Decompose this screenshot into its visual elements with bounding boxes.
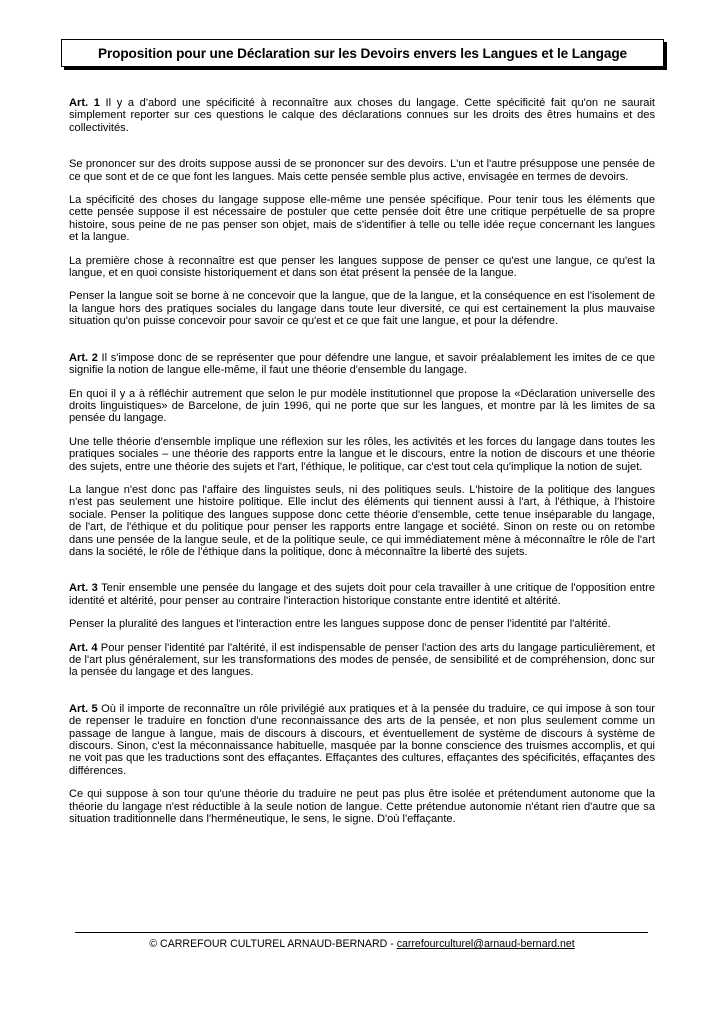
paragraph-text: En quoi il y a à réfléchir autrement que selon le pur modèle institutionnel que propose la «Déclaration universelle des droits linguistiques» de Barcelone, de juin 1996, qui ne porte que sur les langues, et montre par là les limites de sa pensée du langage. — [69, 387, 655, 425]
document-title-box — [61, 39, 664, 67]
paragraph-text: Tenir ensemble une pensée du langage et des sujets doit pour cela travailler à une critique de l'opposition entre identité et altérité, pour penser au contraire l'interaction historique constante entre identité et altérité. — [69, 582, 655, 607]
document-body — [69, 97, 655, 825]
footer — [0, 938, 724, 950]
paragraph-art-1 — [69, 97, 655, 134]
paragraph — [69, 158, 655, 183]
article-label: Art. 1 — [69, 97, 100, 109]
article-label: Art. 3 — [69, 582, 98, 595]
document-title: Proposition pour une Déclaration sur les Devoirs envers les Langues et le Langage — [97, 45, 627, 61]
paragraph-art-2 — [69, 352, 655, 377]
paragraph — [69, 255, 655, 280]
paragraph-text: Une telle théorie d'ensemble implique une réflexion sur les rôles, les activités et les forces du langage dans toutes les pratiques sociales – une théorie des rapports entre la langue et le discours, entre la notion de discours et une théorie des sujets, entre une théorie des sujets et l'art, l'éthique, le politique, car c'est tout cela qu'implique la notion de sujet. — [69, 435, 655, 473]
paragraph — [69, 194, 655, 244]
paragraph — [69, 290, 655, 327]
article-label: Art. 2 — [69, 351, 98, 364]
paragraph-art-3 — [69, 582, 655, 607]
article-label: Art. 5 — [69, 702, 98, 715]
paragraph-text: Pour penser l'identité par l'altérité, il est indispensable de penser l'action des arts du langage particulièrement, et de l'art plus généralement, sur les transformations des modes de pensée, de sensibilité et de compréhension, donc sur la pensée du langage et des langues. — [69, 641, 655, 679]
paragraph-text: La première chose à reconnaître est que penser les langues suppose de penser ce qu'est une langue, ce qu'est la langue, et en quoi consiste historiquement et dans son état présent la pensée de la langue. — [69, 254, 655, 280]
paragraph-text: La spécificité des choses du langage suppose elle-même une pensée spécifique. Pour tenir tous les éléments que cette pensée suppose il est nécessaire de postuler que cette pensée doit être une critique perpétuelle de sa propre histoire, sous peine de ne pas penser son objet, mais de s'identifier à telle ou telle idée reçue concernant les langues et la langue. — [69, 194, 655, 244]
paragraph — [69, 436, 655, 473]
footer-divider — [75, 932, 648, 933]
article-label: Art. 4 — [69, 641, 98, 654]
paragraph-text: Penser la langue soit se borne à ne concevoir que la langue, que de la langue, et la conséquence en est l'isolement de la langue hors des pratiques sociales du langage dans toute leur diversité, ce qui est certainement la plus mauvaise situation qu'on puisse concevoir pour savoir ce qu'est et ce que fait une langue, et pour la défendre. — [69, 290, 655, 328]
paragraph-text: Où il importe de reconnaître un rôle privilégié aux pratiques et à la pensée du traduire, ce qui impose à son tour de repenser le traduire en fonction d'une reconnaissance des arts de la pensée, et non plus seulement comme un passage de langue à langue, mais de discours à discours, et éventuellement de système de discours à système de discours. Sinon, c'est la méconnaissance habituelle, masquée par la bonne conscience des truismes accomplis, et qui ne voit pas que les traductions sont des effaçantes. Effaçantes des cultures, effaçantes des spécificités, effaçantes des différences. — [69, 702, 655, 777]
footer-copyright: © CARREFOUR CULTUREL ARNAUD-BERNARD - — [149, 938, 397, 950]
paragraph — [69, 484, 655, 558]
paragraph-text: Penser la pluralité des langues et l'interaction entre les langues suppose donc de penser l'identité par l'altérité. — [69, 618, 611, 631]
paragraph-text: Il y a d'abord une spécificité à reconnaître aux choses du langage. Cette spécificité fait qu'on ne saurait simplement reporter sur ces questions le calque des déclarations connues sur les droits des êtres humains et des collectivités. — [69, 97, 655, 134]
paragraph-art-4 — [69, 642, 655, 679]
paragraph-art-5 — [69, 703, 655, 777]
paragraph-text: La langue n'est donc pas l'affaire des linguistes seuls, ni des politiques seuls. L'histoire de la politique des langues n'est pas seulement une histoire politique. Elle inclut des éléments qui tiennent aussi à l'art, à l'éthique, à l'histoire sociale. Penser la politique des langues suppose donc cette théorie d'ensemble, cette tenue inséparable du langage, de l'art, de l'éthique et du politique pour penser les rapports entre langage et société. Sinon on reste ou on retombe dans une pensée de la langue seule, et de la politique seule, ce qui immédiatement mène à méconnaître le rôle de l'art dans la société, le rôle de l'éthique dans la politique, donc à méconnaître la liberté des sujets. — [69, 483, 655, 558]
paragraph-text: Se prononcer sur des droits suppose aussi de se prononcer sur des devoirs. L'un et l'autre présuppose une pensée de ce que sont et de ce que font les langues. Mais cette pensée semble plus active, envisagée en termes de devoirs. — [69, 158, 655, 183]
footer-email-link[interactable]: carrefourculturel@arnaud-bernard.net — [396, 938, 575, 950]
paragraph-text: Ce qui suppose à son tour qu'une théorie du traduire ne peut pas plus être isolée et prétendument autonome que la théorie du langage n'est réductible à la seule notion de langue. Cette prétendue autonomie n'étant rien d'autre que sa situation traditionnelle dans l'herméneutique, le sens, le signe. D'où l'effaçante. — [69, 788, 655, 826]
paragraph — [69, 788, 655, 825]
paragraph — [69, 388, 655, 425]
paragraph-text: Il s'impose donc de se représenter que pour défendre une langue, et savoir préalablement les imites de ce que signifie la notion de langue elle-même, il faut une théorie d'ensemble du langage. — [69, 351, 655, 377]
paragraph — [69, 618, 655, 630]
